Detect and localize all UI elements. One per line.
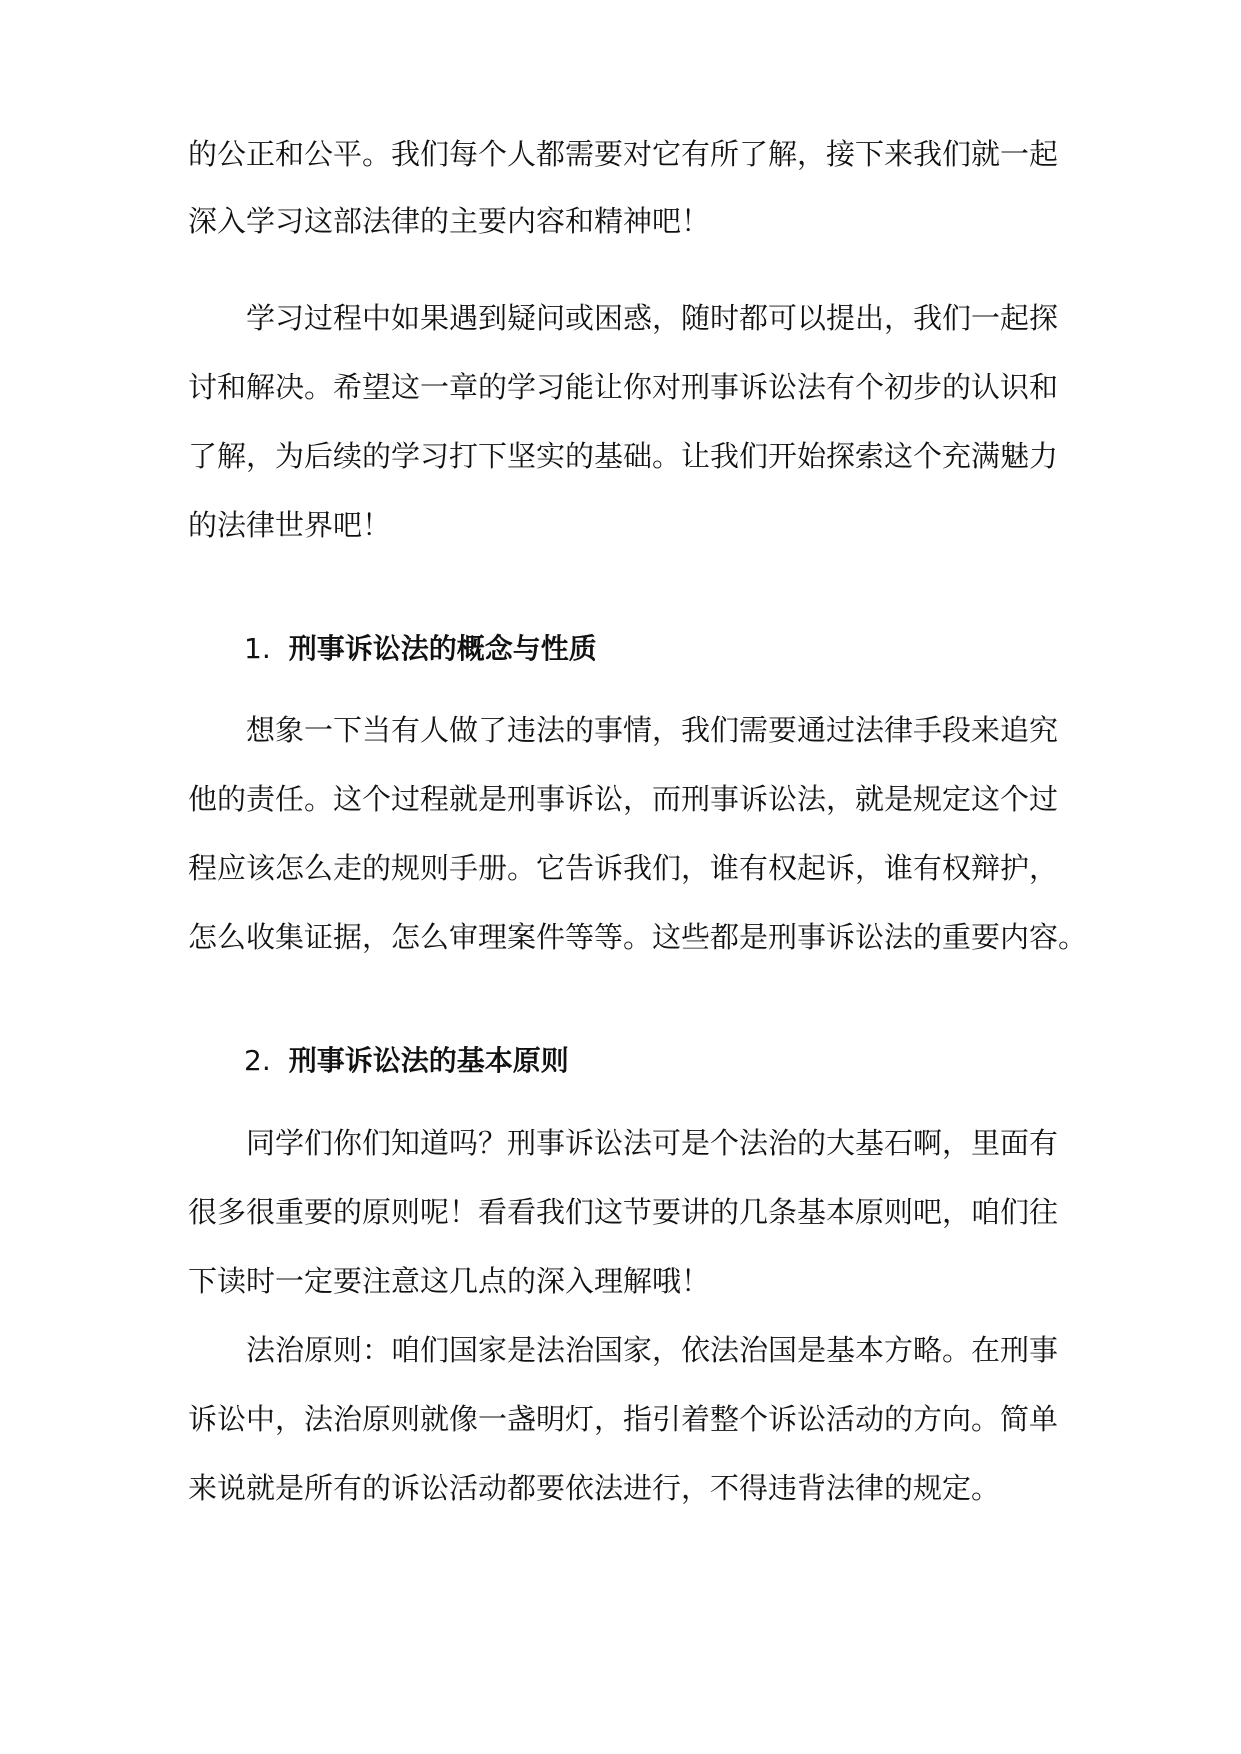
paragraph-line: 同学们你们知道吗？刑事诉讼法可是个法治的大基石啊，里面有 (246, 1126, 1059, 1160)
paragraph-line: 来说就是所有的诉讼活动都要依法进行，不得违背法律的规定。 (188, 1471, 1001, 1505)
paragraph-line: 法治原则：咱们国家是法治国家，依法治国是基本方略。在刑事 (246, 1333, 1059, 1367)
paragraph-line: 想象一下当有人做了违法的事情，我们需要通过法律手段来追究 (246, 713, 1059, 747)
paragraph-line: 了解，为后续的学习打下坚实的基础。让我们开始探索这个充满魅力 (188, 439, 1059, 473)
section-heading (244, 1039, 569, 1083)
section-heading-number: 2. (244, 1044, 271, 1077)
paragraph-line: 下读时一定要注意这几点的深入理解哦！ (188, 1264, 711, 1298)
paragraph-line: 他的责任。这个过程就是刑事诉讼，而刑事诉讼法，就是规定这个过 (188, 782, 1059, 816)
section-heading-number: 1. (244, 632, 271, 665)
paragraph-line: 讨和解决。希望这一章的学习能让你对刑事诉讼法有个初步的认识和 (188, 370, 1059, 404)
paragraph-line: 深入学习这部法律的主要内容和精神吧！ (188, 204, 711, 238)
paragraph-line: 程应该怎么走的规则手册。它告诉我们，谁有权起诉，谁有权辩护， (188, 851, 1059, 885)
paragraph-line: 诉讼中，法治原则就像一盏明灯，指引着整个诉讼活动的方向。简单 (188, 1402, 1059, 1436)
paragraph-line: 怎么收集证据，怎么审理案件等等。这些都是刑事诉讼法的重要内容。 (188, 920, 1088, 954)
section-heading (244, 627, 597, 671)
section-heading-text: 刑事诉讼法的概念与性质 (288, 632, 597, 665)
paragraph-line: 的法律世界吧！ (188, 508, 392, 542)
section-heading-text: 刑事诉讼法的基本原则 (288, 1044, 569, 1077)
paragraph-line: 很多很重要的原则呢！看看我们这节要讲的几条基本原则吧，咱们往 (188, 1195, 1059, 1229)
paragraph-line: 的公正和公平。我们每个人都需要对它有所了解，接下来我们就一起 (188, 137, 1059, 171)
paragraph-line: 学习过程中如果遇到疑问或困惑，随时都可以提出，我们一起探 (246, 301, 1059, 335)
